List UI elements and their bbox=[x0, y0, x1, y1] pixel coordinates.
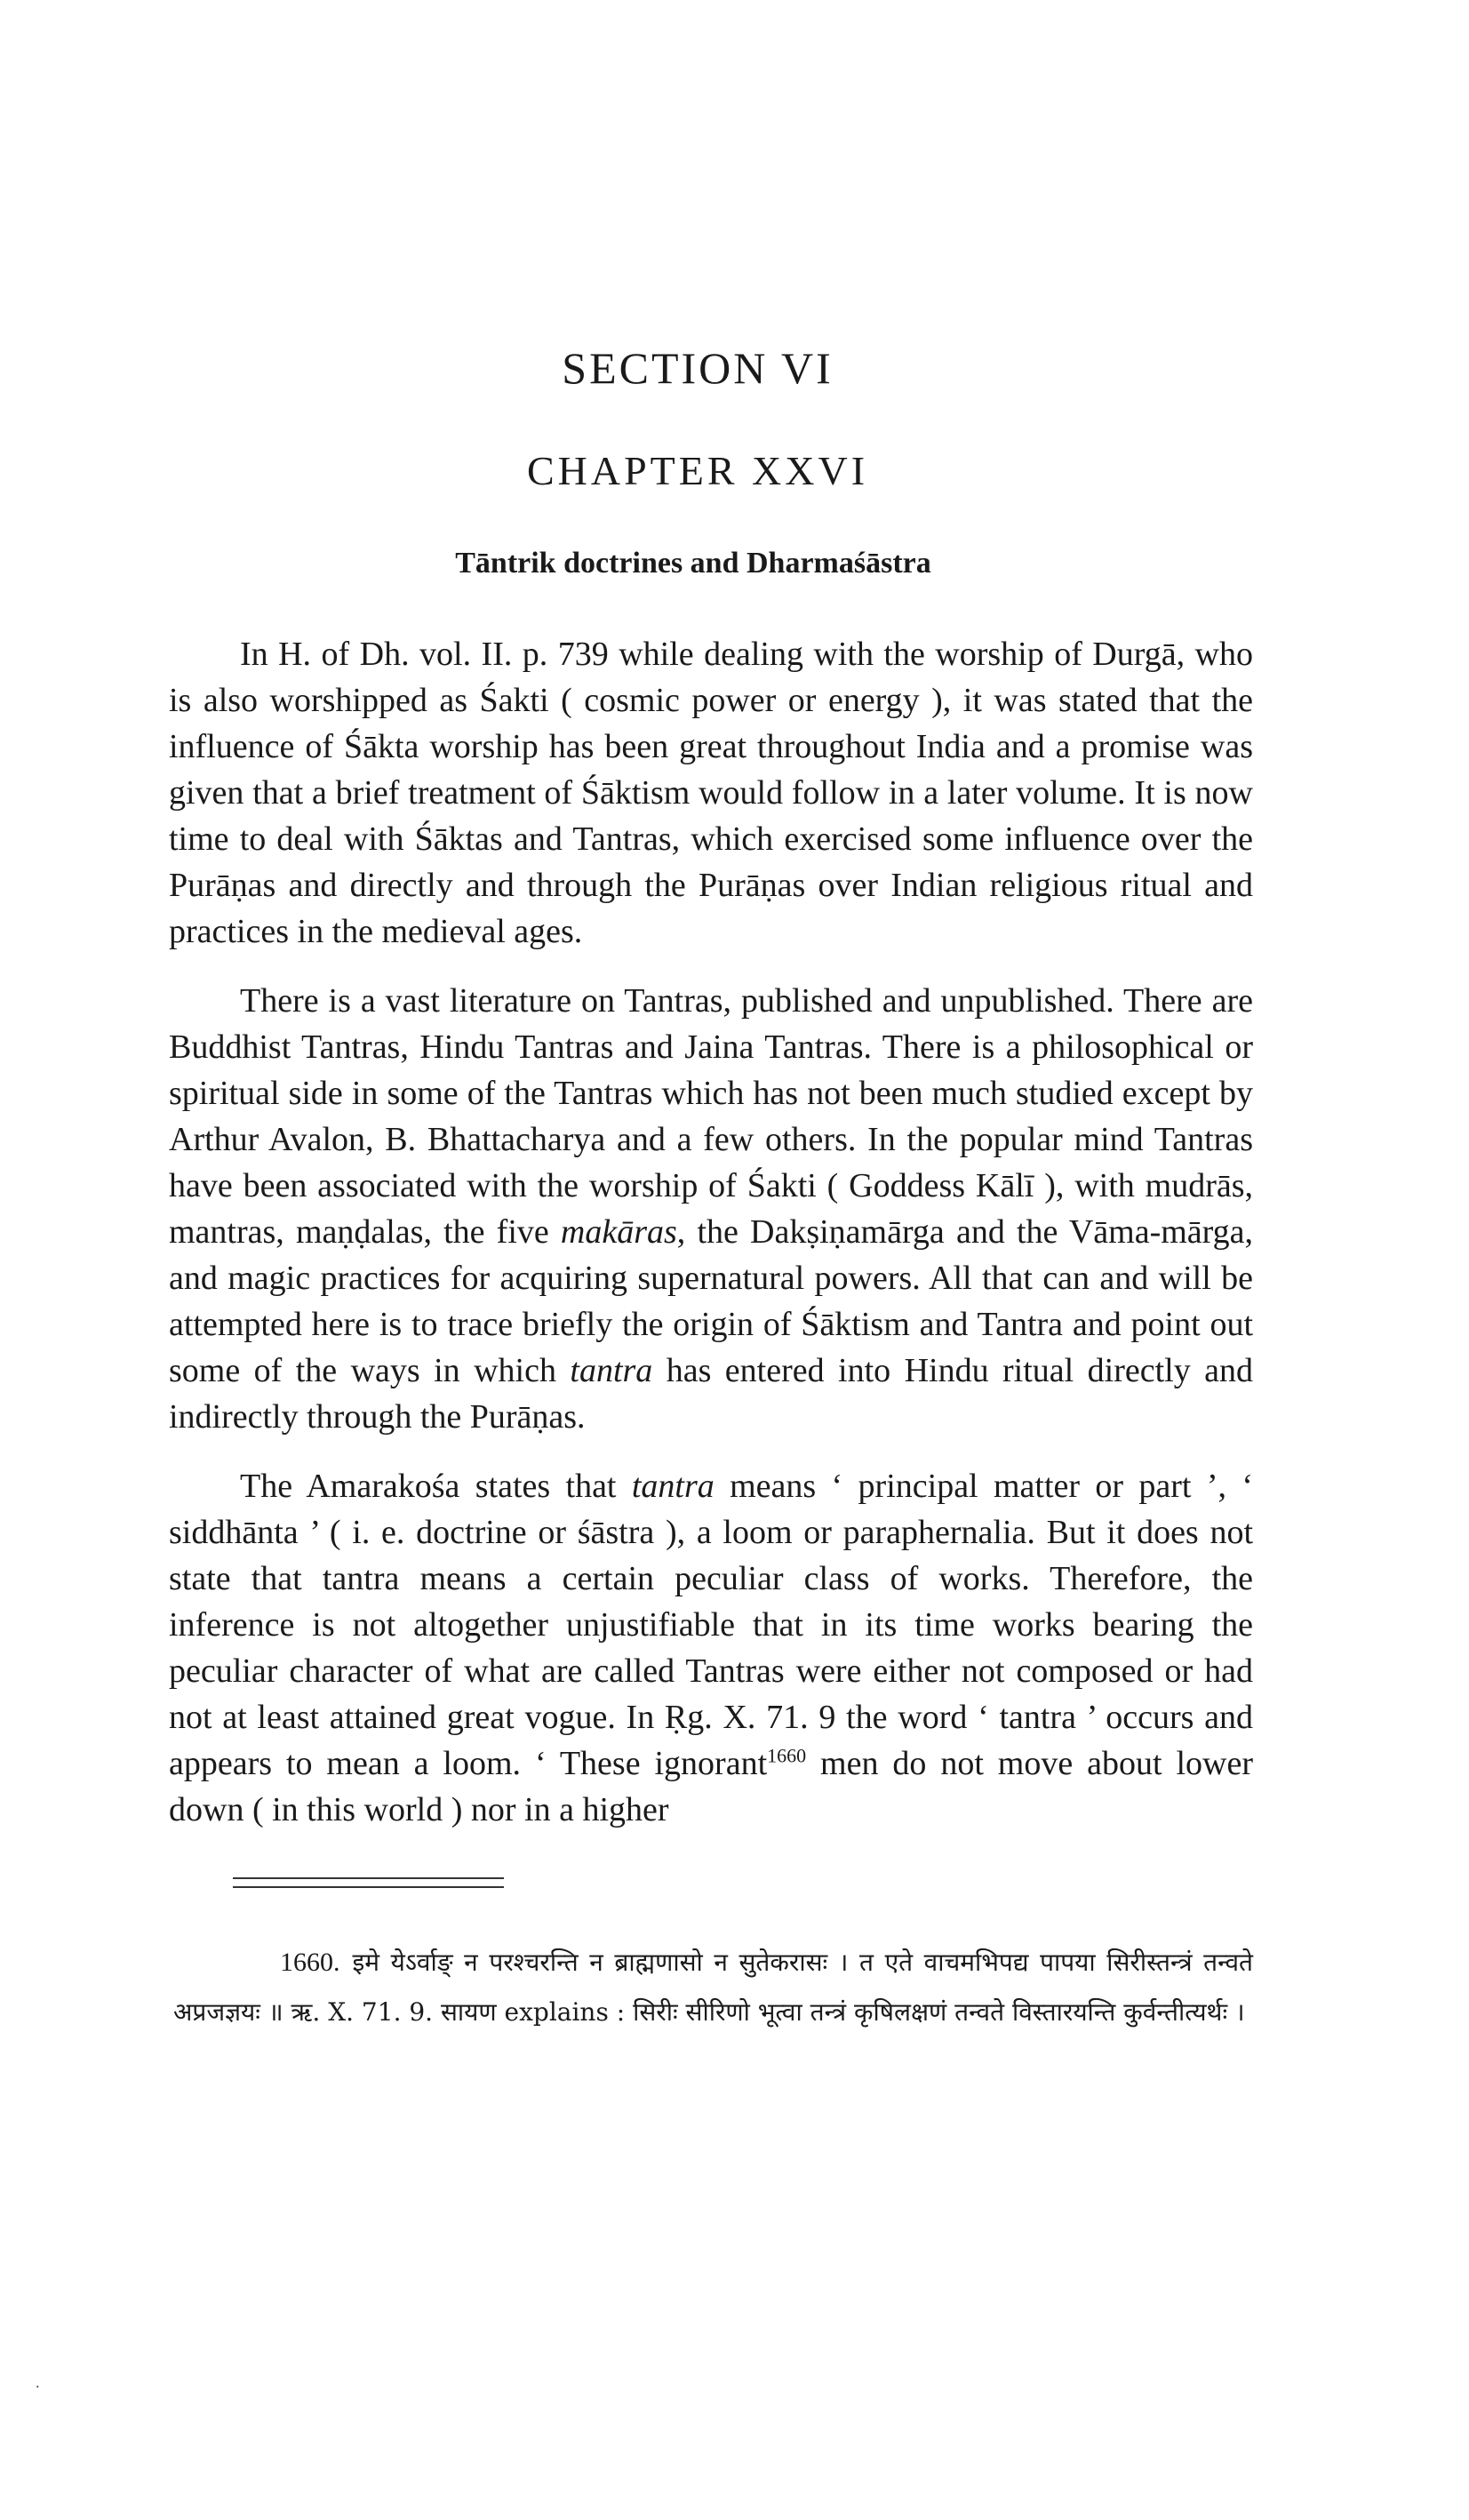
paragraph-1: In H. of Dh. vol. II. p. 739 while dealing with the worship of Durgā, who is also worshipped as Śakti ( cosmic power or energy ), it was stated that the influence of Śākta worship has been great throughout India and a promise was given that a brief treatment of Śāktism would follow in a later volume. It is now time to deal with Śāktas and Tantras, which exercised some influence over the Purāṇas and directly and through the Purāṇas over Indian religious ritual and practices in the medieval ages. bbox=[169, 636, 1253, 950]
footnote-text: इमे येऽर्वाङ् न परश्चरन्ति न ब्राह्मणासो न सुतेकरासः । त एते वाचमभिपद्य पापया सिरीस्तन्त्रं तन्वते अप्रजज्ञयः ॥ ऋ. X. 71. 9. सायण explains : सिरीः सीरिणो भूत्वा तन्त्रं कृषिलक्षणं तन्वते विस्तारयन्ति कुर्वन्तीत्यर्थः । bbox=[173, 1948, 1253, 2027]
italic-term-makaras: makāras bbox=[560, 1213, 677, 1251]
chapter-title: CHAPTER XXVI bbox=[526, 448, 869, 493]
paragraph-3-part-1: The Amarakośa states that bbox=[240, 1468, 632, 1505]
footnote bbox=[173, 1938, 1253, 2037]
footnote-rule bbox=[233, 1877, 504, 1879]
paragraph-3-part-2: means ‘ principal matter or part ’, ‘ siddhānta ’ ( i. e. doctrine or śāstra ), a loom or paraphernalia. But it does not state that tantra means a certain peculiar class of works. Therefore, the inference is not altogether unjustifiable that in its time works bearing the peculiar character of what are called Tantras were either not composed or had not at least attained great vogue. In Ṛg. X. 71. 9 the word ‘ tantra ’ occurs and appears to mean a loom. ‘ These ignorant bbox=[169, 1468, 1253, 1782]
footnote-rule bbox=[233, 1886, 504, 1888]
paragraph-2-part-3: has entered into Hindu ritual directly and indirectly through the Purāṇas. bbox=[169, 1352, 1253, 1436]
italic-term-tantra: tantra bbox=[570, 1352, 653, 1389]
stray-mark: . bbox=[36, 2373, 40, 2391]
footnote-reference[interactable]: 1660 bbox=[767, 1744, 807, 1767]
body-text bbox=[169, 631, 1253, 1856]
paragraph-3 bbox=[169, 1463, 1253, 1833]
section-title: SECTION VI bbox=[562, 343, 834, 393]
chapter-subtitle: Tāntrik doctrines and Dharmaśāstra bbox=[455, 547, 931, 580]
footnote-number: 1660. bbox=[280, 1948, 340, 1977]
paragraph-2-part-2: , the Dakṣiṇamārga and the Vāma-mārga, and magic practices for acquiring supernatural powers. All that can and will be attempted here is to trace briefly the origin of Śāktism and Tantra and point out some of the ways in which bbox=[169, 1213, 1254, 1389]
paragraph-3-part-3: men do not move about lower down ( in this world ) nor in a higher bbox=[169, 1745, 1253, 1828]
paragraph-2-part-1: There is a vast literature on Tantras, published and unpublished. There are Buddhist Tantras, Hindu Tantras and Jaina Tantras. There is a philosophical or spiritual side in some of the Tantras which has not been much studied except by Arthur Avalon, B. Bhattacharya and a few others. In the popular mind Tantras have been associated with the worship of Śakti ( Goddess Kālī ), with mudrās, mantras, maṇḍalas, the five bbox=[169, 982, 1253, 1251]
paragraph-2 bbox=[169, 978, 1253, 1440]
italic-term-tantra: tantra bbox=[631, 1468, 715, 1505]
